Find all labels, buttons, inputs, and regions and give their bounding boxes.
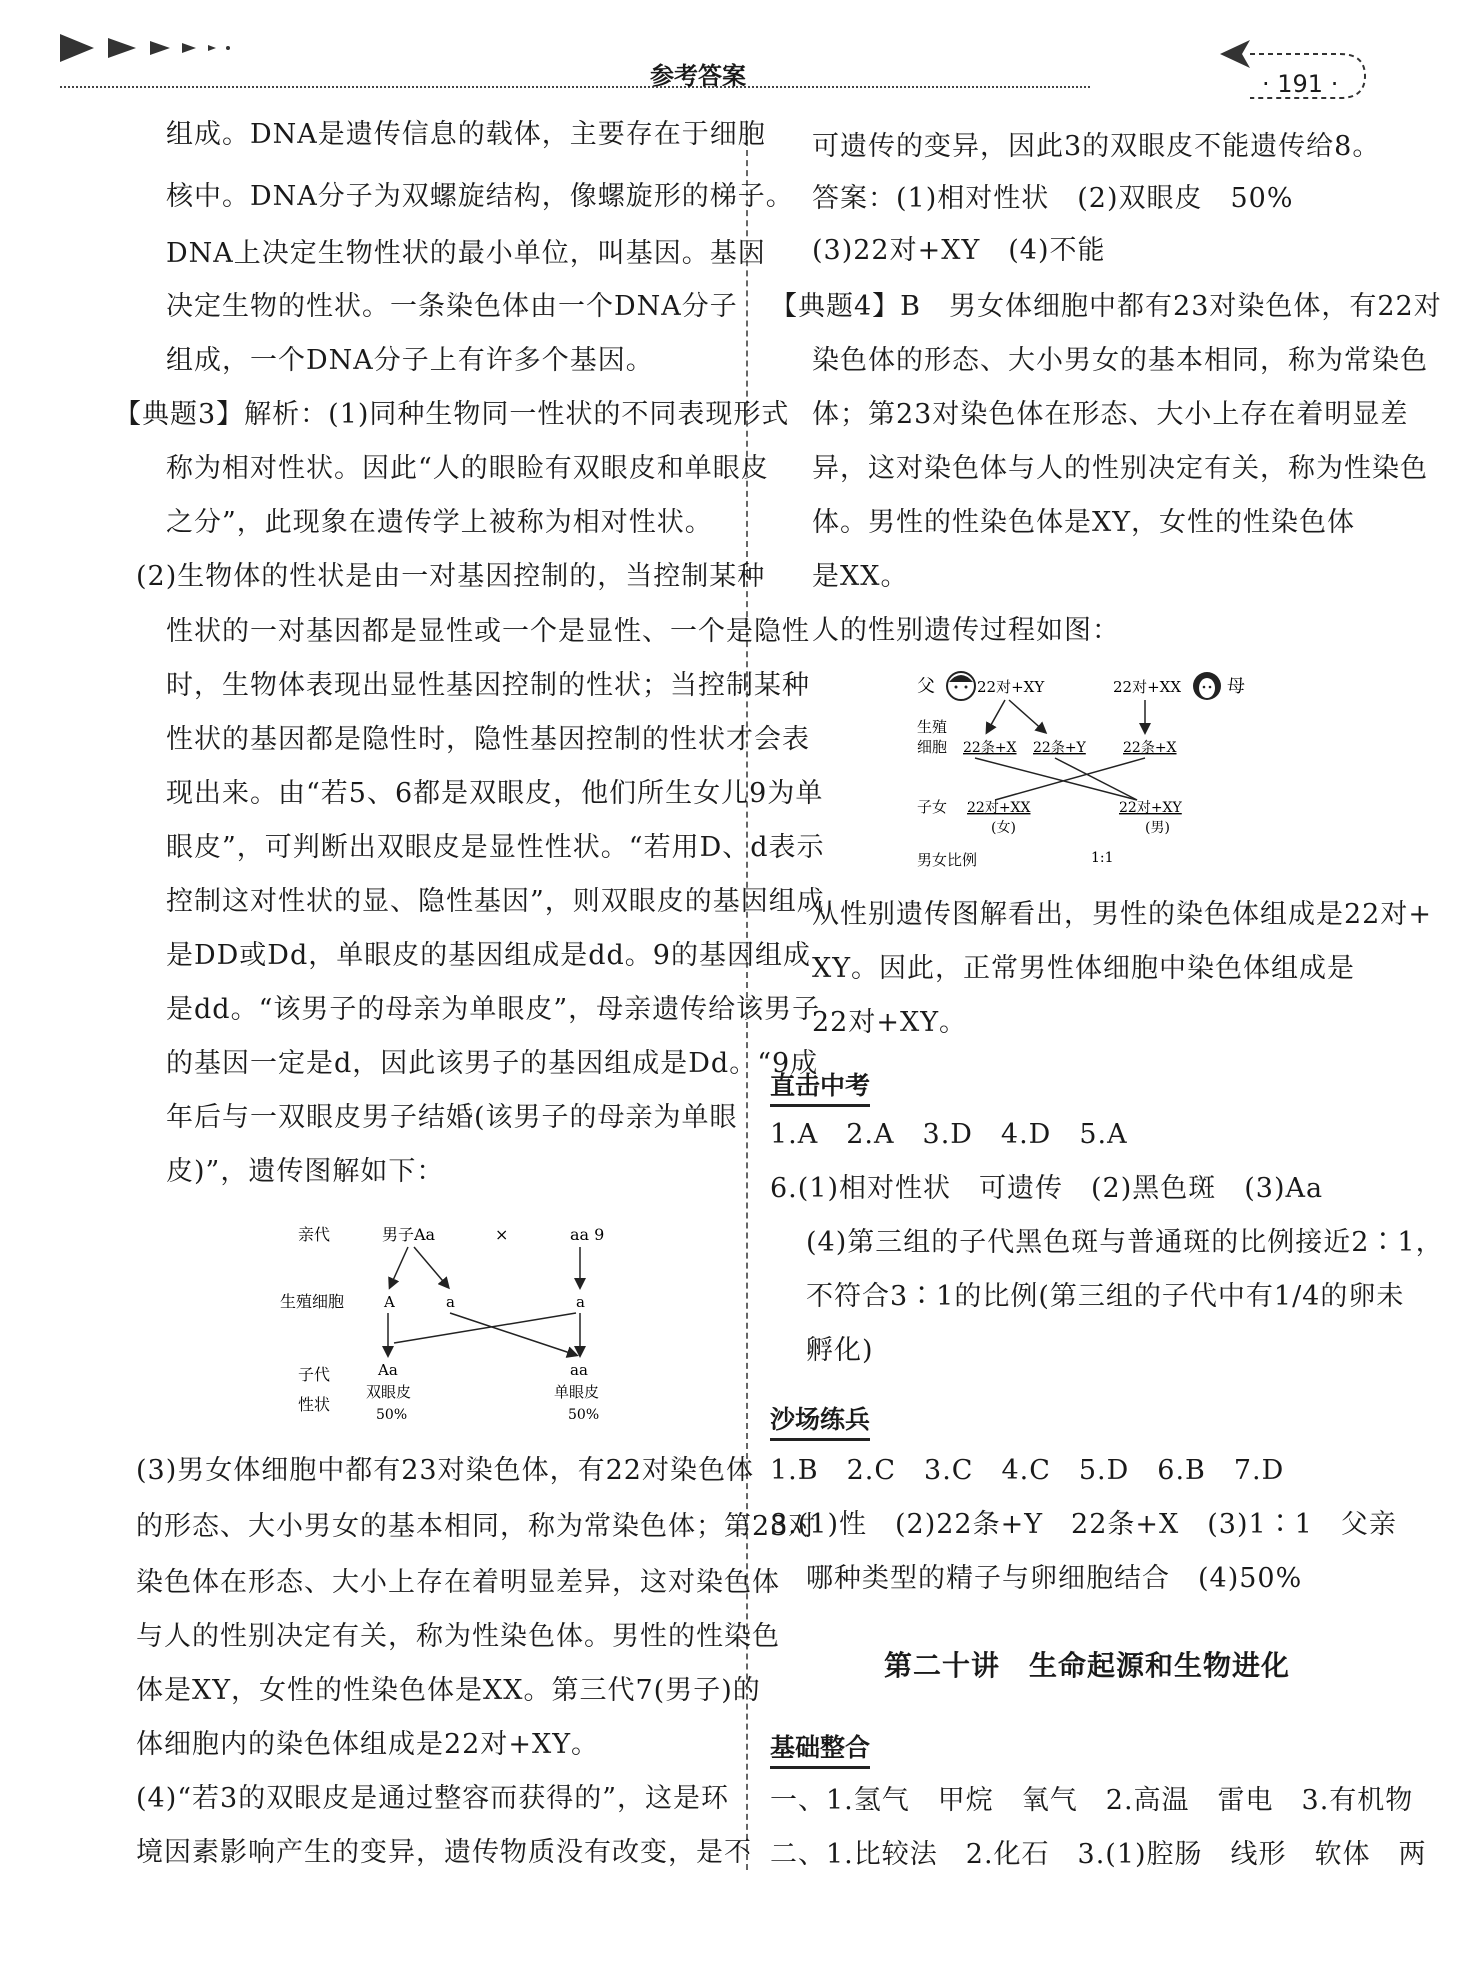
section-title: 直击中考 xyxy=(770,1066,870,1107)
arrows-decoration-icon xyxy=(60,30,240,66)
text-line: 组成。DNA是遗传信息的载体，主要存在于细胞 xyxy=(166,119,766,150)
gamete-X: 22条+X xyxy=(1123,740,1177,756)
text-line: 体是XY，女性的性染色体是XX。第三代7(男子)的 xyxy=(136,1675,761,1706)
text-line: 一、1.氢气 甲烷 氧气 2.高温 雷电 3.有机物 xyxy=(770,1785,1414,1816)
text-line: 体。男性的性染色体是XY，女性的性染色体 xyxy=(812,507,1356,538)
genetic-cross-diagram xyxy=(270,1215,630,1445)
text-line: 眼皮”，可判断出双眼皮是显性性状。“若用D、d表示 xyxy=(166,832,825,863)
child1-genotype: Aa xyxy=(378,1361,398,1379)
row-parent-label: 亲代 xyxy=(298,1225,331,1244)
text-line: 是DD或Dd，单眼皮的基因组成是dd。9的基因组成 xyxy=(166,940,811,971)
text-line: 答案：(1)相对性状 (2)双眼皮 50% xyxy=(812,183,1294,214)
gamete-a: a xyxy=(446,1293,455,1311)
header-rule xyxy=(60,86,1090,88)
text-line: 8.(1)性 (2)22条+Y 22条+X (3)1∶1 父亲 xyxy=(770,1509,1397,1540)
sex-inheritance-diagram xyxy=(905,660,1245,880)
text-line: 现出来。由“若5、6都是双眼皮，他们所生女儿9为单 xyxy=(166,778,824,809)
text-line: 与人的性别决定有关，称为性染色体。男性的性染色 xyxy=(136,1621,780,1652)
ratio-label: 男女比例 xyxy=(917,851,978,869)
cross-symbol: × xyxy=(495,1225,509,1244)
text-line: 人的性别遗传过程如图： xyxy=(812,615,1120,646)
text-line: 年后与一双眼皮男子结婚(该男子的母亲为单眼 xyxy=(166,1102,738,1133)
mother-avatar-icon xyxy=(1193,672,1221,700)
text-line: 体细胞内的染色体组成是22对+XY。 xyxy=(136,1729,600,1760)
text-line: 体；第23对染色体在形态、大小上存在着明显差 xyxy=(812,399,1409,430)
text-line: 6.(1)相对性状 可遗传 (2)黑色斑 (3)Aa xyxy=(770,1173,1324,1204)
text-line: 决定生物的性状。一条染色体由一个DNA分子 xyxy=(166,291,738,322)
text-line: 【典题3】解析：(1)同种生物同一性状的不同表现形式 xyxy=(114,399,790,430)
page-number: · 191 · xyxy=(1262,70,1339,98)
mother-label: 母 xyxy=(1227,676,1245,697)
text-line: 性状的基因都是隐性时，隐性基因控制的性状才会表 xyxy=(166,724,810,755)
child-row-label: 子女 xyxy=(917,798,948,816)
text-line: (4)第三组的子代黑色斑与普通斑的比例接近2∶1， xyxy=(806,1227,1444,1258)
ratio-value: 1:1 xyxy=(1091,850,1114,866)
child-female-label: (女) xyxy=(991,820,1016,836)
chapter-title: 第二十讲 生命起源和生物进化 xyxy=(884,1649,1291,1682)
text-line: 的基因一定是d，因此该男子的基因组成是Dd。“9成 xyxy=(166,1048,819,1079)
gamete-Y: 22条+Y xyxy=(1033,740,1086,756)
child-male-chromosomes: 22对+XY xyxy=(1119,800,1182,816)
text-line: DNA上决定生物性状的最小单位，叫基因。基因 xyxy=(166,238,766,269)
father-label: 父 xyxy=(917,676,935,697)
text-line: 组成，一个DNA分子上有许多个基因。 xyxy=(166,345,654,376)
text-line: 1.A 2.A 3.D 4.D 5.A xyxy=(770,1119,1128,1150)
gamete-a: a xyxy=(576,1293,585,1311)
row-trait-label: 性状 xyxy=(298,1395,331,1414)
text-line: 皮)”，遗传图解如下： xyxy=(166,1156,445,1187)
text-line: 染色体的形态、大小男女的基本相同，称为常染色 xyxy=(812,345,1428,376)
text-line: 之分”，此现象在遗传学上被称为相对性状。 xyxy=(166,507,713,538)
text-line: 22对+XY。 xyxy=(812,1007,968,1038)
section-title: 沙场练兵 xyxy=(770,1400,870,1441)
text-line: 控制这对性状的显、隐性基因”，则双眼皮的基因组成 xyxy=(166,886,825,917)
text-line: 二、1.比较法 2.化石 3.(1)腔肠 线形 软体 两 xyxy=(770,1839,1427,1870)
row-child-label: 子代 xyxy=(298,1365,331,1384)
text-line: 从性别遗传图解看出，男性的染色体组成是22对+ xyxy=(812,899,1432,930)
text-line: 1.B 2.C 3.C 4.C 5.D 6.B 7.D xyxy=(770,1455,1285,1486)
text-line: 核中。DNA分子为双螺旋结构，像螺旋形的梯子。 xyxy=(166,181,794,212)
section-title: 基础整合 xyxy=(770,1728,870,1769)
child2-genotype: aa xyxy=(570,1361,588,1379)
female-genotype: aa 9 xyxy=(570,1225,605,1244)
child-male-label: (男) xyxy=(1145,820,1170,836)
child2-percent: 50% xyxy=(568,1407,600,1423)
child2-trait: 单眼皮 xyxy=(554,1383,600,1401)
row-gamete-label: 生殖细胞 xyxy=(280,1292,345,1311)
text-line: 称为相对性状。因此“人的眼睑有双眼皮和单眼皮 xyxy=(166,453,769,484)
child-female-chromosomes: 22对+XX xyxy=(967,800,1031,816)
page-title: 参考答案 xyxy=(650,62,746,90)
gamete-A: A xyxy=(384,1293,395,1311)
mother-chromosomes: 22对+XX xyxy=(1113,678,1182,696)
text-line: XY。因此，正常男性体细胞中染色体组成是 xyxy=(812,953,1356,984)
text-line: (3)22对+XY (4)不能 xyxy=(812,235,1106,266)
gamete-X: 22条+X xyxy=(963,740,1017,756)
text-line: 不符合3∶1的比例(第三组的子代中有1/4的卵未 xyxy=(806,1281,1405,1312)
text-line: 境因素影响产生的变异，遗传物质没有改变，是不 xyxy=(136,1837,752,1868)
text-line: 是XX。 xyxy=(812,561,909,592)
text-line: 时，生物体表现出显性基因控制的性状；当控制某种 xyxy=(166,670,810,701)
text-line: 可遗传的变异，因此3的双眼皮不能遗传给8。 xyxy=(812,131,1381,162)
text-line: 孵化) xyxy=(806,1335,874,1366)
text-line: (3)男女体细胞中都有23对染色体，有22对染色体 xyxy=(136,1455,754,1486)
text-line: 【典题4】B 男女体细胞中都有23对染色体，有22对 xyxy=(770,291,1442,322)
father-avatar-icon xyxy=(947,672,975,700)
text-line: 异，这对染色体与人的性别决定有关，称为性染色 xyxy=(812,453,1428,484)
gamete-row-label: 生殖 xyxy=(917,718,948,736)
text-line: 染色体在形态、大小上存在着明显差异，这对染色体 xyxy=(136,1567,780,1598)
text-line: (2)生物体的性状是由一对基因控制的，当控制某种 xyxy=(136,561,766,592)
text-line: 是dd。“该男子的母亲为单眼皮”，母亲遗传给该男子 xyxy=(166,994,821,1025)
gamete-row-label: 细胞 xyxy=(917,738,948,756)
father-chromosomes: 22对+XY xyxy=(977,678,1045,696)
text-line: (4)“若3的双眼皮是通过整容而获得的”，这是环 xyxy=(136,1783,730,1814)
text-line: 性状的一对基因都是显性或一个是显性、一个是隐性 xyxy=(166,616,810,647)
text-line: 的形态、大小男女的基本相同，称为常染色体；第23对 xyxy=(136,1511,817,1542)
child1-trait: 双眼皮 xyxy=(366,1383,412,1401)
child1-percent: 50% xyxy=(376,1407,408,1423)
text-line: 哪种类型的精子与卵细胞结合 (4)50% xyxy=(806,1563,1303,1594)
male-genotype: 男子Aa xyxy=(382,1225,436,1244)
